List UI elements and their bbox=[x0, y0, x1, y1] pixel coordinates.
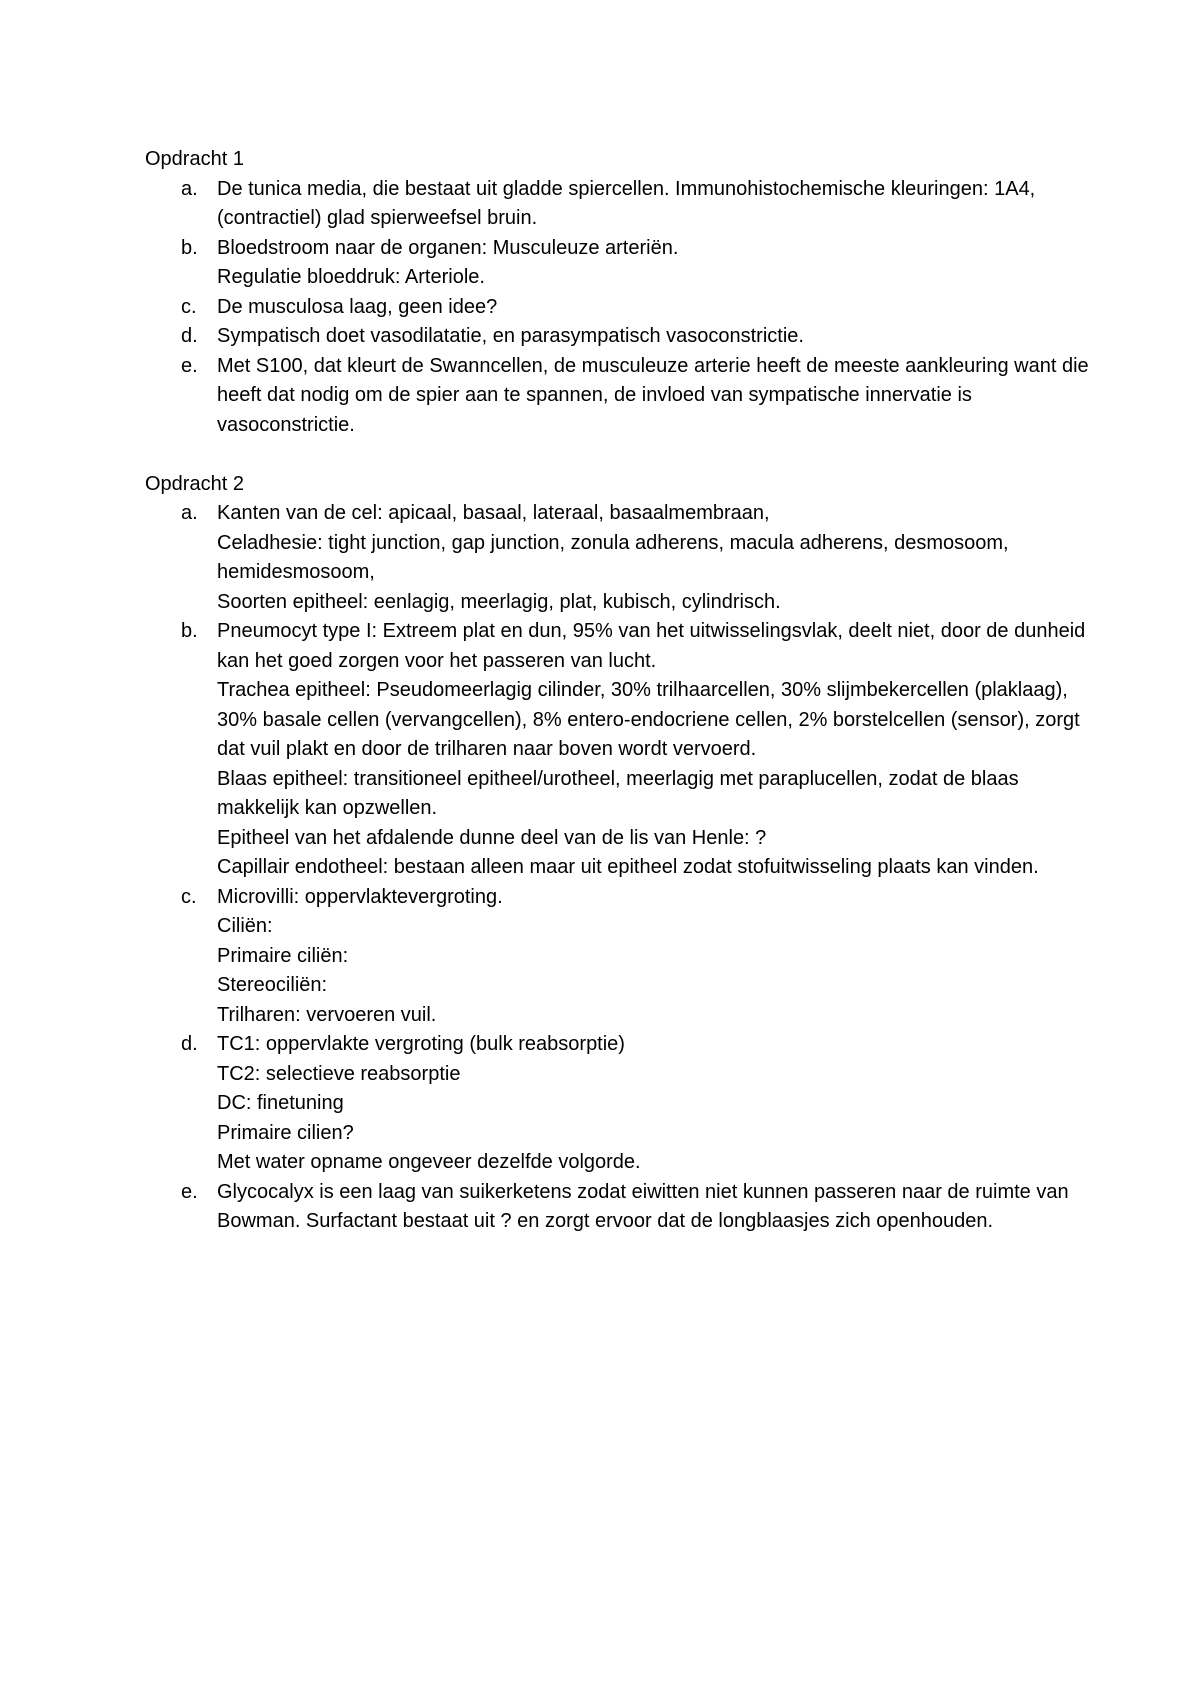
list-item-text bbox=[217, 617, 1090, 883]
list-item-text bbox=[217, 322, 1090, 352]
text-line: Trilharen: vervoeren vuil. bbox=[217, 1003, 437, 1026]
text-line: Sympatisch doet vasodilatatie, en parasympatisch vasoconstrictie. bbox=[217, 325, 804, 347]
text-line: Kanten van de cel: apicaal, basaal, lateraal, basaalmembraan, bbox=[217, 502, 770, 524]
text-line: TC2: selectieve reabsorptie bbox=[217, 1062, 461, 1085]
text-line: De musculosa laag, geen idee? bbox=[217, 295, 498, 318]
text-line: Ciliën: bbox=[217, 915, 273, 937]
list-item-text bbox=[217, 175, 1090, 234]
text-line: Microvilli: oppervlaktevergroting. bbox=[217, 885, 503, 908]
document-page bbox=[145, 145, 1090, 1237]
list-item bbox=[145, 883, 1090, 1031]
text-line: Epitheel van het afdalende dunne deel van de lis van Henle: ? bbox=[217, 826, 767, 849]
text-line: TC1: oppervlakte vergroting (bulk reabsorptie) bbox=[217, 1033, 625, 1055]
text-line: Primaire ciliën: bbox=[217, 944, 349, 967]
list-item-text bbox=[217, 1178, 1090, 1237]
list-item bbox=[145, 234, 1090, 293]
list-marker: a. bbox=[181, 502, 198, 524]
list-marker: d. bbox=[181, 1033, 198, 1055]
text-line: DC: finetuning bbox=[217, 1092, 344, 1114]
text-line: Stereociliën: bbox=[217, 974, 328, 996]
answer-list bbox=[145, 175, 1090, 441]
list-item-text bbox=[217, 883, 1090, 1031]
section-opdracht-1 bbox=[145, 145, 1090, 440]
list-item-text bbox=[217, 499, 1090, 617]
list-item-text bbox=[217, 352, 1090, 441]
list-marker: c. bbox=[181, 295, 197, 318]
text-line: Blaas epitheel: transitioneel epitheel/urotheel, meerlagig met paraplucellen, zodat de blaas makkelijk kan opzwellen. bbox=[217, 767, 1019, 819]
list-item bbox=[145, 322, 1090, 352]
section-heading: Opdracht 1 bbox=[145, 148, 244, 170]
section-heading: Opdracht 2 bbox=[145, 472, 244, 495]
section-opdracht-2 bbox=[145, 470, 1090, 1237]
list-marker: b. bbox=[181, 236, 198, 259]
list-marker: a. bbox=[181, 177, 198, 200]
list-marker: d. bbox=[181, 325, 198, 347]
text-line: Celadhesie: tight junction, gap junction, zonula adherens, macula adherens, desmosoom, hemidesmosoom, bbox=[217, 531, 1009, 583]
list-marker: b. bbox=[181, 620, 198, 642]
text-line: De tunica media, die bestaat uit gladde spiercellen. Immunohistochemische kleuringen: 1A4, (contractiel) glad spierweefsel bruin. bbox=[217, 177, 1036, 229]
list-item-text bbox=[217, 293, 1090, 323]
list-marker: c. bbox=[181, 885, 197, 908]
list-item bbox=[145, 617, 1090, 883]
list-marker: e. bbox=[181, 354, 198, 377]
answer-list bbox=[145, 499, 1090, 1237]
text-line: Trachea epitheel: Pseudomeerlagig cilinder, 30% trilhaarcellen, 30% slijmbekercellen (plaklaag), 30% basale cellen (vervangcellen), 8% entero-endocriene cellen, 2% borstelcellen (sensor), zorgt dat vuil plakt en door de trilharen naar boven wordt vervoerd. bbox=[217, 679, 1080, 760]
list-item bbox=[145, 499, 1090, 617]
list-item-text bbox=[217, 234, 1090, 293]
list-item bbox=[145, 175, 1090, 234]
text-line: Soorten epitheel: eenlagig, meerlagig, plat, kubisch, cylindrisch. bbox=[217, 590, 781, 613]
text-line: Primaire cilien? bbox=[217, 1121, 354, 1144]
list-item bbox=[145, 352, 1090, 441]
list-marker: e. bbox=[181, 1180, 198, 1203]
text-line: Glycocalyx is een laag van suikerketens zodat eiwitten niet kunnen passeren naar de ruimte van Bowman. Surfactant bestaat uit ? en zorgt ervoor dat de longblaasjes zich openhouden. bbox=[217, 1180, 1069, 1232]
list-item bbox=[145, 1030, 1090, 1178]
list-item bbox=[145, 293, 1090, 323]
text-line: Regulatie bloeddruk: Arteriole. bbox=[217, 266, 485, 288]
text-line: Capillair endotheel: bestaan alleen maar uit epitheel zodat stofuitwisseling plaats kan vinden. bbox=[217, 856, 1039, 878]
list-item bbox=[145, 1178, 1090, 1237]
text-line: Bloedstroom naar de organen: Musculeuze arteriën. bbox=[217, 236, 679, 259]
list-item-text bbox=[217, 1030, 1090, 1178]
text-line: Pneumocyt type I: Extreem plat en dun, 95% van het uitwisselingsvlak, deelt niet, door de dunheid kan het goed zorgen voor het passeren van lucht. bbox=[217, 620, 1086, 672]
text-line: Met S100, dat kleurt de Swanncellen, de musculeuze arterie heeft de meeste aankleuring want die heeft dat nodig om de spier aan te spannen, de invloed van sympatische innervatie is vasoconstrictie. bbox=[217, 354, 1089, 436]
text-line: Met water opname ongeveer dezelfde volgorde. bbox=[217, 1151, 641, 1173]
